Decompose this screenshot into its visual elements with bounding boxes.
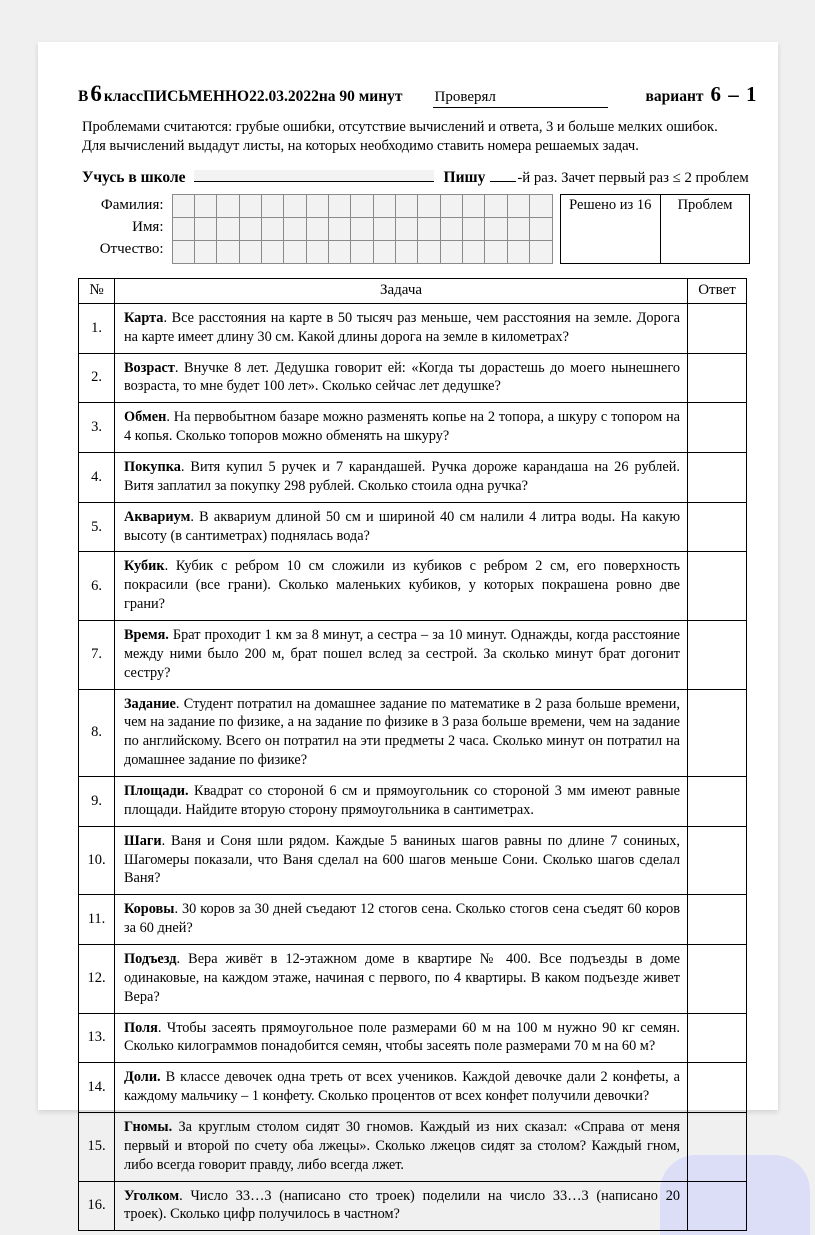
task-body: За круглым столом сидят 30 гномов. Каждый из них сказал: «Справа от меня первый и второй по счету оба лжецы». Сколько лжецов сидят за столом? Каждый гном, либо всегда говорит правду, либо всегда лжет.	[124, 1119, 680, 1173]
header-grade-word: класс	[103, 88, 143, 105]
answer-cell[interactable]	[688, 1063, 747, 1113]
task-title: Аквариум	[124, 508, 191, 525]
task-text	[115, 1113, 688, 1182]
name-grid-cell[interactable]	[239, 217, 261, 240]
name-grid-cell[interactable]	[485, 240, 507, 263]
task-title: Коровы	[124, 901, 175, 918]
attempt-input-blank[interactable]	[490, 170, 516, 182]
attempt-label: Пишу	[443, 168, 486, 186]
notice-paragraph	[82, 118, 750, 157]
name-grid-cell[interactable]	[462, 217, 484, 240]
table-row	[79, 1013, 747, 1063]
name-grid-cell[interactable]	[328, 217, 350, 240]
name-grid-cell[interactable]	[306, 194, 328, 217]
table-row	[79, 403, 747, 453]
task-number: 14.	[79, 1063, 115, 1113]
task-body: Квадрат со стороной 6 см и прямоугольник со стороной 3 мм имеют равные площади. Найдите вторую сторону прямоугольника в сантиметрах.	[124, 783, 680, 818]
answer-cell[interactable]	[688, 620, 747, 689]
school-line	[82, 169, 750, 187]
name-grid-cell[interactable]	[351, 194, 373, 217]
answer-cell[interactable]	[688, 353, 747, 403]
task-number: 4.	[79, 452, 115, 502]
header-cell-number: №	[79, 278, 115, 303]
answer-cell[interactable]	[688, 1013, 747, 1063]
task-body: . Студент потратил на домашнее задание по математике в 2 раза больше времени, чем на задание по физике, а на задание по физике в 3 раза больше времени, чем на задание по английскому. Всего он потратил на эти предметы 2 часа. Сколько минут он потратил на домашнее задание по физике?	[124, 695, 680, 769]
task-number: 12.	[79, 945, 115, 1014]
task-number: 9.	[79, 777, 115, 827]
name-grid-cell[interactable]	[373, 240, 395, 263]
name-grid-cell[interactable]	[328, 240, 350, 263]
name-grid-cell[interactable]	[485, 217, 507, 240]
task-text	[115, 303, 688, 353]
task-title: Задание	[124, 695, 176, 712]
task-text	[115, 777, 688, 827]
answer-cell[interactable]	[688, 689, 747, 776]
name-grid-cell[interactable]	[306, 240, 328, 263]
name-grid-cell[interactable]	[172, 217, 194, 240]
table-row	[79, 777, 747, 827]
name-grid-cell[interactable]	[284, 240, 306, 263]
name-grid-cell[interactable]	[261, 240, 283, 263]
variant-block	[646, 82, 758, 107]
task-text	[115, 1013, 688, 1063]
label-patronymic: Отчество:	[99, 240, 164, 257]
task-body: Брат проходит 1 км за 8 минут, а сестра – за 10 минут. Однажды, когда расстояние между ними было 200 м, брат пошел вслед за сестрой. За сколько минут брат догонит сестру?	[124, 626, 680, 681]
table-row	[79, 1113, 747, 1182]
answer-cell[interactable]	[688, 1113, 747, 1182]
task-title: Шаги	[124, 832, 162, 849]
task-title: Площади.	[124, 783, 189, 799]
table-row	[79, 826, 747, 895]
name-grid-cell[interactable]	[418, 240, 440, 263]
task-title: Поля	[124, 1019, 158, 1036]
task-text	[115, 353, 688, 403]
table-row	[79, 552, 747, 621]
name-grid-cell[interactable]	[217, 194, 239, 217]
task-body: . Внучке 8 лет. Дедушка говорит ей: «Когда ты дорастешь до моего нынешнего возраста, то мне будет 100 лет». Сколько сейчас лет дедушке?	[124, 359, 680, 395]
name-character-grid[interactable]	[172, 194, 553, 264]
task-title: Гномы.	[124, 1119, 173, 1136]
name-grid-cell[interactable]	[507, 240, 529, 263]
name-grid-cell[interactable]	[284, 217, 306, 240]
checker-rule	[433, 107, 608, 108]
task-number: 10.	[79, 826, 115, 895]
task-number: 13.	[79, 1013, 115, 1063]
task-title: Подъезд	[124, 951, 177, 968]
name-grid-cell[interactable]	[507, 217, 529, 240]
answer-cell[interactable]	[688, 1181, 747, 1231]
name-field-labels	[78, 194, 172, 264]
header-date: 22.03.2022	[249, 88, 319, 105]
task-number: 8.	[79, 689, 115, 776]
name-grid-cell[interactable]	[395, 217, 417, 240]
notice-line-1: Проблемами считаются: грубые ошибки, отсутствие вычислений и ответа, 3 и больше мелких ошибок.	[82, 119, 718, 135]
notice-line-2: Для вычислений выдадут листы, на которых необходимо ставить номера решаемых задач.	[82, 138, 639, 155]
task-title: Доли.	[124, 1069, 161, 1086]
label-surname: Фамилия:	[100, 196, 164, 213]
task-text	[115, 502, 688, 552]
name-grid-row	[172, 194, 552, 217]
checker-field[interactable]	[433, 89, 608, 108]
name-grid-cell[interactable]	[418, 217, 440, 240]
header-mode: ПИСЬМЕННО	[142, 88, 250, 105]
answer-cell[interactable]	[688, 826, 747, 895]
name-grid-cell[interactable]	[373, 217, 395, 240]
name-grid-cell[interactable]	[530, 240, 552, 263]
name-grid-cell[interactable]	[172, 194, 194, 217]
task-title: Уголком	[124, 1187, 180, 1204]
checker-label: Проверял	[434, 89, 496, 105]
name-grid-cell[interactable]	[395, 240, 417, 263]
score-solved-label: Решено из 16	[569, 196, 652, 213]
task-title: Обмен	[124, 409, 167, 426]
table-row	[79, 502, 747, 552]
table-row	[79, 895, 747, 945]
header-cell-task: Задача	[115, 278, 688, 303]
name-grid-row	[172, 240, 552, 263]
task-body: В классе девочек одна треть от всех учеников. Каждой девочке дали 2 конфеты, а каждому мальчику – 1 конфету. Сколько процентов от всех конфет получили девочки?	[124, 1069, 680, 1105]
score-solved-cell[interactable]	[560, 194, 660, 263]
task-number: 15.	[79, 1113, 115, 1182]
answer-cell[interactable]	[688, 895, 747, 945]
task-text	[115, 552, 688, 621]
name-grid-cell[interactable]	[239, 194, 261, 217]
name-grid-cell[interactable]	[418, 194, 440, 217]
name-grid-cell[interactable]	[284, 194, 306, 217]
answer-cell[interactable]	[688, 452, 747, 502]
task-text	[115, 826, 688, 895]
task-text	[115, 689, 688, 776]
name-grid-cell[interactable]	[485, 194, 507, 217]
task-body: . Все расстояния на карте в 50 тысяч раз меньше, чем расстояния на земле. Дорога на карте имеет длину 30 см. Какой длины дорога на земле в километрах?	[124, 309, 680, 345]
task-body: . В аквариум длиной 50 см и шириной 40 см налили 4 литра воды. На какую высоту (в сантиметрах) поднялась вода?	[124, 508, 680, 544]
task-title: Карта	[124, 309, 164, 326]
task-number: 16.	[79, 1181, 115, 1231]
task-text	[115, 452, 688, 502]
name-grid-cell[interactable]	[462, 240, 484, 263]
table-row	[79, 945, 747, 1014]
name-grid-cell[interactable]	[530, 194, 552, 217]
task-body: . Ваня и Соня шли рядом. Каждые 5 ваниных шагов равны по длине 7 сониных, Шагомеры показали, что Ваня сделал на 600 шагов меньше Сони. Сколько шагов сделал Ваня?	[124, 832, 680, 887]
task-text	[115, 403, 688, 453]
task-number: 5.	[79, 502, 115, 552]
table-row	[79, 620, 747, 689]
name-grid-cell[interactable]	[217, 240, 239, 263]
school-input-rule[interactable]	[194, 170, 434, 182]
task-number: 6.	[79, 552, 115, 621]
score-problems-cell[interactable]	[660, 194, 749, 263]
answer-cell[interactable]	[688, 303, 747, 353]
header-grade-number: 6	[90, 81, 102, 106]
task-number: 3.	[79, 403, 115, 453]
attempt-note: -й раз. Зачет первый раз ≤ 2 проблем	[517, 169, 749, 186]
table-row	[79, 1181, 747, 1231]
tasks-table-header-row	[79, 278, 747, 303]
table-row	[79, 689, 747, 776]
label-firstname: Имя:	[132, 218, 164, 235]
table-row	[79, 452, 747, 502]
task-body: . Кубик с ребром 10 см сложили из кубиков с ребром 2 см, его поверхность покрасили (все грани). Сколько маленьких кубиков, у которых покрашена ровно две грани?	[124, 558, 680, 613]
tasks-table	[78, 278, 747, 1232]
task-number: 7.	[79, 620, 115, 689]
task-title: Кубик	[124, 558, 165, 575]
name-grid-cell[interactable]	[261, 217, 283, 240]
name-grid-cell[interactable]	[462, 194, 484, 217]
name-grid-cell[interactable]	[395, 194, 417, 217]
task-body: . На первобытном базаре можно разменять копье на 2 топора, а шкуру с топором на 4 копья. Сколько топоров можно обменять на шкуру?	[124, 409, 680, 445]
task-title: Покупка	[124, 458, 181, 475]
table-row	[79, 1063, 747, 1113]
task-title: Время.	[124, 626, 169, 643]
table-row	[79, 303, 747, 353]
table-row	[79, 353, 747, 403]
worksheet-page	[38, 42, 778, 1223]
name-grid-cell[interactable]	[351, 240, 373, 263]
header-prefix: В	[78, 88, 89, 105]
name-grid-cell[interactable]	[373, 194, 395, 217]
name-grid-cell[interactable]	[351, 217, 373, 240]
answer-cell[interactable]	[688, 502, 747, 552]
task-title: Возраст	[124, 359, 175, 376]
name-grid-cell[interactable]	[328, 194, 350, 217]
name-entry-block	[78, 194, 750, 264]
task-body: . Витя купил 5 ручек и 7 карандашей. Ручка дороже карандаша на 26 рублей. Витя заплатил за покупку 298 рублей. Сколько стоила одна ручка?	[124, 458, 680, 494]
name-grid-cell[interactable]	[172, 240, 194, 263]
name-grid-cell[interactable]	[194, 194, 216, 217]
name-grid-row	[172, 217, 552, 240]
task-body: . Чтобы засеять прямоугольное поле размерами 60 м на 100 м нужно 90 кг семян. Сколько килограммов понадобится семян, чтобы засеять поле размерами 70 м на 60 м?	[124, 1019, 680, 1055]
name-grid-cell[interactable]	[239, 240, 261, 263]
task-number: 1.	[79, 303, 115, 353]
name-grid-cell[interactable]	[194, 217, 216, 240]
task-number: 2.	[79, 353, 115, 403]
name-grid-cell[interactable]	[507, 194, 529, 217]
answer-cell[interactable]	[688, 403, 747, 453]
task-text	[115, 620, 688, 689]
task-number: 11.	[79, 895, 115, 945]
task-text	[115, 945, 688, 1014]
variant-label: вариант	[645, 88, 704, 105]
name-grid-cell[interactable]	[440, 194, 462, 217]
name-grid-cell[interactable]	[440, 240, 462, 263]
answer-cell[interactable]	[688, 552, 747, 621]
name-grid-cell[interactable]	[440, 217, 462, 240]
task-body: . Число 33…3 (написано сто троек) поделили на число 33…3 (написано 20 троек). Сколько цифр получилось в частном?	[124, 1187, 680, 1223]
header-cell-answer: Ответ	[688, 278, 747, 303]
score-summary-table	[560, 194, 751, 264]
task-body: . 30 коров за 30 дней съедают 12 стогов сена. Сколько стогов сена съедят 60 коров за 60 дней?	[124, 901, 680, 937]
name-grid-cell[interactable]	[194, 240, 216, 263]
task-body: . Вера живёт в 12-этажном доме в квартире № 400. Все подъезды в доме одинаковые, на каждом этаже, начиная с первого, по 4 квартиры. В каком подъезде живет Вера?	[124, 951, 680, 1005]
header-duration: на 90 минут	[318, 88, 403, 105]
name-grid-cell[interactable]	[530, 217, 552, 240]
score-problems-label: Проблем	[677, 196, 733, 213]
name-grid-cell[interactable]	[261, 194, 283, 217]
task-text	[115, 895, 688, 945]
variant-value: 6 – 1	[710, 82, 758, 106]
document-header	[78, 81, 758, 108]
task-text	[115, 1063, 688, 1113]
answer-cell[interactable]	[688, 945, 747, 1014]
name-grid-cell[interactable]	[306, 217, 328, 240]
school-label: Учусь в школе	[82, 168, 186, 186]
task-text	[115, 1181, 688, 1231]
name-grid-cell[interactable]	[217, 217, 239, 240]
answer-cell[interactable]	[688, 777, 747, 827]
